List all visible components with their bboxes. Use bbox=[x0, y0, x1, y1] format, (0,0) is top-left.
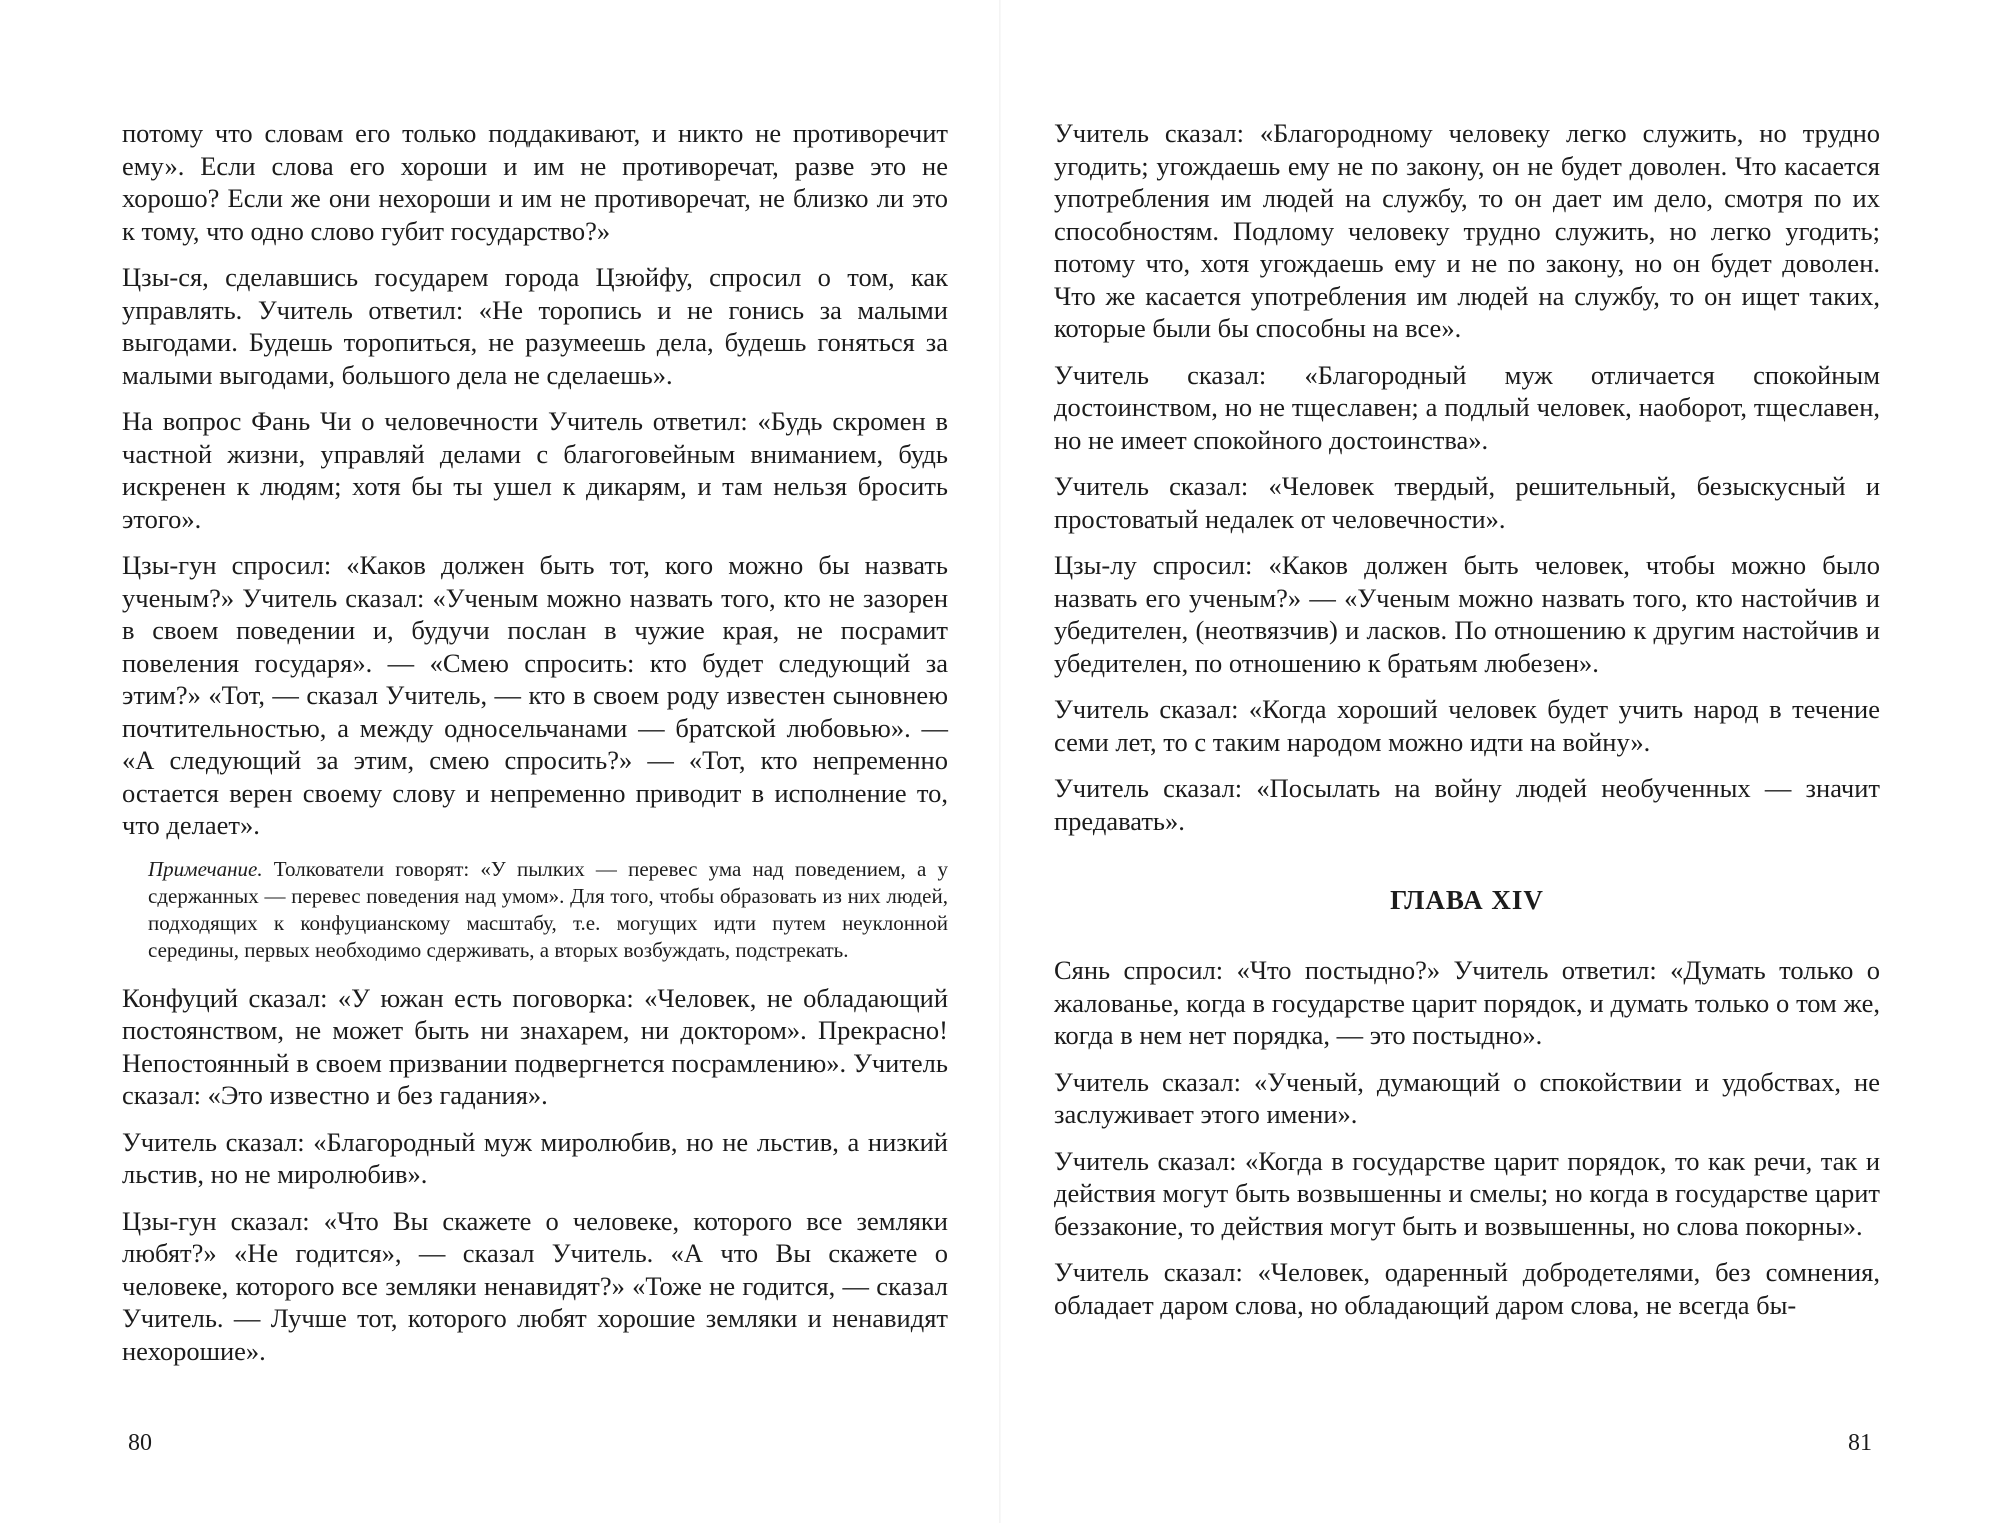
paragraph: потому что словам его только поддакивают, и никто не противоречит ему». Если слова его хороши и им не противоречат, разве это не хорошо? Если же они нехороши и им не противоречат, не близко ли это к тому, что одно слово губит государство?» bbox=[122, 118, 948, 246]
paragraph: На вопрос Фань Чи о человечности Учитель ответил: «Будь скромен в частной жизни, управляй делами с благоговейным вниманием, будь искренен к людям; хотя бы ты ушел к дикарям, и там нельзя бросить этого». bbox=[122, 406, 948, 534]
paragraph: Сянь спросил: «Что постыдно?» Учитель ответил: «Думать только о жалованье, когда в государстве царит порядок, и думать только о том же, когда в нем нет порядка, — это постыдно». bbox=[1054, 955, 1880, 1050]
paragraph: Учитель сказал: «Человек, одаренный добродетелями, без сомнения, обладает даром слова, но обладающий даром слова, не всегда бы- bbox=[1054, 1257, 1880, 1320]
paragraph: Учитель сказал: «Благородный муж отличается спокойным достоинством, но не тщеславен; а подлый человек, наоборот, тщеславен, но не имеет спокойного достоинства». bbox=[1054, 359, 1880, 455]
chapter-title: ГЛАВА XIV bbox=[1390, 885, 1544, 915]
note-text: Толкователи говорят: «У пылких — перевес ума над поведением, а у сдержанных — перевес поведения над умом». Для того, чтобы образовать из них людей, подходящих к конфуцианскому масштабу, т.е. могущих идти путем неуклонной середины, первых необходимо сдерживать, а вторых возбуждать, подстрекать. bbox=[148, 856, 948, 962]
paragraph: Учитель сказал: «Благородный муж миролюбив, но не льстив, а низкий льстив, но не миролюбив». bbox=[122, 1126, 948, 1189]
paragraph: Конфуций сказал: «У южан есть поговорка: «Человек, не обладающий постоянством, не может быть ни знахарем, ни доктором». Прекрасно! Непостоянный в своем призвании подвергнется посрамлению». Учитель сказал: «Это известно и без гадания». bbox=[122, 982, 948, 1110]
note-label: Примечание. bbox=[148, 856, 263, 881]
paragraph: Учитель сказал: «Человек твердый, решительный, безыскусный и простоватый недалек от человечности». bbox=[1054, 471, 1880, 534]
paragraph: Учитель сказал: «Когда в государстве царит порядок, то как речи, так и действия могут быть возвышенны и смелы; но когда в государстве царит беззаконие, то действия могут быть и возвышенны, но слова покорны». bbox=[1054, 1145, 1880, 1241]
paragraph: Цзы-ся, сделавшись государем города Цзюйфу, спросил о том, как управлять. Учитель ответил: «Не торопись и не гонись за малыми выгодами. Будешь торопиться, не разумеешь дела, будешь гоняться за малыми выгодами, большого дела не сделаешь». bbox=[122, 262, 948, 390]
paragraph: Учитель сказал: «Когда хороший человек будет учить народ в течение семи лет, то с таким народом можно идти на войну». bbox=[1054, 694, 1880, 757]
left-text-column bbox=[122, 117, 948, 1381]
paragraph: Учитель сказал: «Благородному человеку легко служить, но трудно угодить; угождаешь ему не по закону, он не будет доволен. Что касается употребления им людей на службу, то он дает им дело, смотря по их способностям. Подлому человеку трудно служить, но легко угодить; потому что, хотя угождаешь ему и не по закону, но он будет доволен. Что же касается употребления им людей на службу, то он ищет таких, которые были бы способны на все». bbox=[1054, 118, 1880, 343]
paragraph: Цзы-лу спросил: «Каков должен быть человек, чтобы можно было назвать его ученым?» — «Ученым можно назвать того, кто настойчив и убедителен, (неотвязчив) и ласков. По отношению к другим настойчив и убедителен, по отношению к братьям любезен». bbox=[1054, 550, 1880, 678]
page-number: 81 bbox=[1848, 1430, 1872, 1456]
paragraph: Цзы-гун сказал: «Что Вы скажете о человеке, которого все земляки любят?» «Не годится», — сказал Учитель. «А что Вы скажете о человеке, которого все земляки ненавидят?» «Тоже не годится, — сказал Учитель. — Лучше тот, которого любят хорошие земляки и ненавидят нехорошие». bbox=[122, 1205, 948, 1366]
page-number: 80 bbox=[128, 1430, 152, 1456]
right-text-column bbox=[1054, 117, 1880, 1335]
paragraph: Цзы-гун спросил: «Каков должен быть тот, кого можно бы назвать ученым?» Учитель сказал: «Ученым можно назвать того, кто не зазорен в своем поведении и, будучи послан в чужие края, не посрамит повеления государя». — «Смею спросить: кто будет следующий за этим?» «Тот, — сказал Учитель, — кто в своем роду известен сыновнею почтительностью, а между односельчанами — братской любовью». — «А следующий за этим, смею спросить?» — «Тот, кто непременно остается верен своему слову и непременно приводит в исполнение то, что делает». bbox=[122, 550, 948, 840]
paragraph: Учитель сказал: «Ученый, думающий о спокойствии и удобствах, не заслуживает этого имени». bbox=[1054, 1066, 1880, 1129]
right-page bbox=[1000, 0, 2000, 1523]
footnote bbox=[148, 856, 948, 964]
paragraph: Учитель сказал: «Посылать на войну людей необученных — значит предавать». bbox=[1054, 773, 1880, 836]
